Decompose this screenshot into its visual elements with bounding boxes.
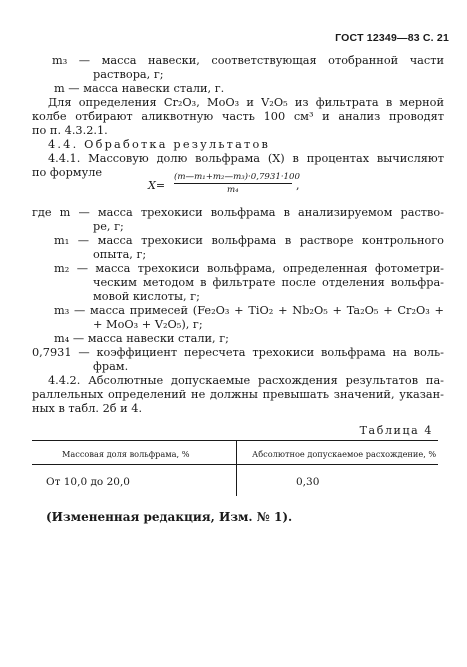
text-line: мовой кислоты, г; [93,290,200,303]
text-line: ных в табл. 2б и 4. [32,402,143,415]
text-line: фрам. [93,360,129,373]
text-span: Для определения Cr₂O₃, MoO₃ и V₂O₅ из фильтрата в мерной [48,96,444,109]
text-span: m₃ — масса примесей (Fe₂O₃ + TiO₂ + Nb₂O₅ + Ta₂O₅ + Cr₂O₃ + [54,304,444,317]
text-line: ре, г; [93,220,124,233]
text-span: ческим методом в фильтрате после отделения вольфра- [93,276,444,289]
table-header-cell: Массовая доля вольфрама, % [62,449,190,459]
amendment-note: (Измененная редакция, Изм. № 1). [46,510,293,524]
text-span: колбе отбирают аликвотную часть 100 см³ и анализ проводят [32,110,444,123]
table-cell: От 10,0 до 20,0 [46,476,130,488]
text-span: m₁ — масса трехокиси вольфрама в растворе контрольного [54,234,444,247]
table-caption: Таблица 4 [359,424,433,437]
text-line [48,152,444,166]
table-column-divider [236,440,237,496]
text-line [93,276,444,290]
text-line [32,388,444,402]
formula-lhs: X= [148,179,166,192]
formula-denominator: m₄ [227,185,239,195]
text-line [54,234,444,248]
text-line: по п. 4.3.2.1. [32,124,108,137]
formula [148,172,318,204]
table-cell: 0,30 [296,476,320,488]
table-top-rule [32,440,438,441]
text-line [54,304,444,318]
text-line [32,346,444,360]
text-span: где m — масса трехокиси вольфрама в анализируемом раство- [32,206,444,219]
text-line: + MoO₃ + V₂O₅), г; [93,318,203,331]
table-header-rule [32,464,438,465]
text-line [48,374,444,388]
text-span: 4.4.2. Абсолютные допускаемые расхождения результатов па- [48,374,444,387]
text-line: раствора, г; [93,68,164,81]
text-line [48,96,444,110]
text-line [32,110,444,124]
text-span: m₂ — масса трехокиси вольфрама, определенная фотометри- [54,262,444,275]
text-line [54,262,444,276]
section-heading: 4.4. Обработка результатов [48,138,271,151]
text-line [52,54,444,68]
formula-trail: , [296,179,300,192]
text-line: m₄ — масса навески стали, г; [54,332,229,345]
text-span: m₃ — масса навески, соответствующая отобранной части [52,54,444,67]
text-span: 4.4.1. Массовую долю вольфрама (X) в процентах вычисляют [48,152,444,165]
fraction-bar [174,183,292,184]
page-header: ГОСТ 12349—83 С. 21 [335,32,449,44]
text-span: раллельных определений не должны превышать значений, указан- [32,388,444,401]
text-span: 0,7931 — коэффициент пересчета трехокиси вольфрама на воль- [32,346,444,359]
table-header-cell: Абсолютное допускаемое расхождение, % [252,449,437,459]
formula-numerator: (m—m₁+m₂—m₃)·0,7931·100 [174,172,300,182]
text-line: m — масса навески стали, г. [54,82,225,95]
text-line: опыта, г; [93,248,147,261]
text-line [32,206,444,220]
text-line: по формуле [32,166,103,179]
